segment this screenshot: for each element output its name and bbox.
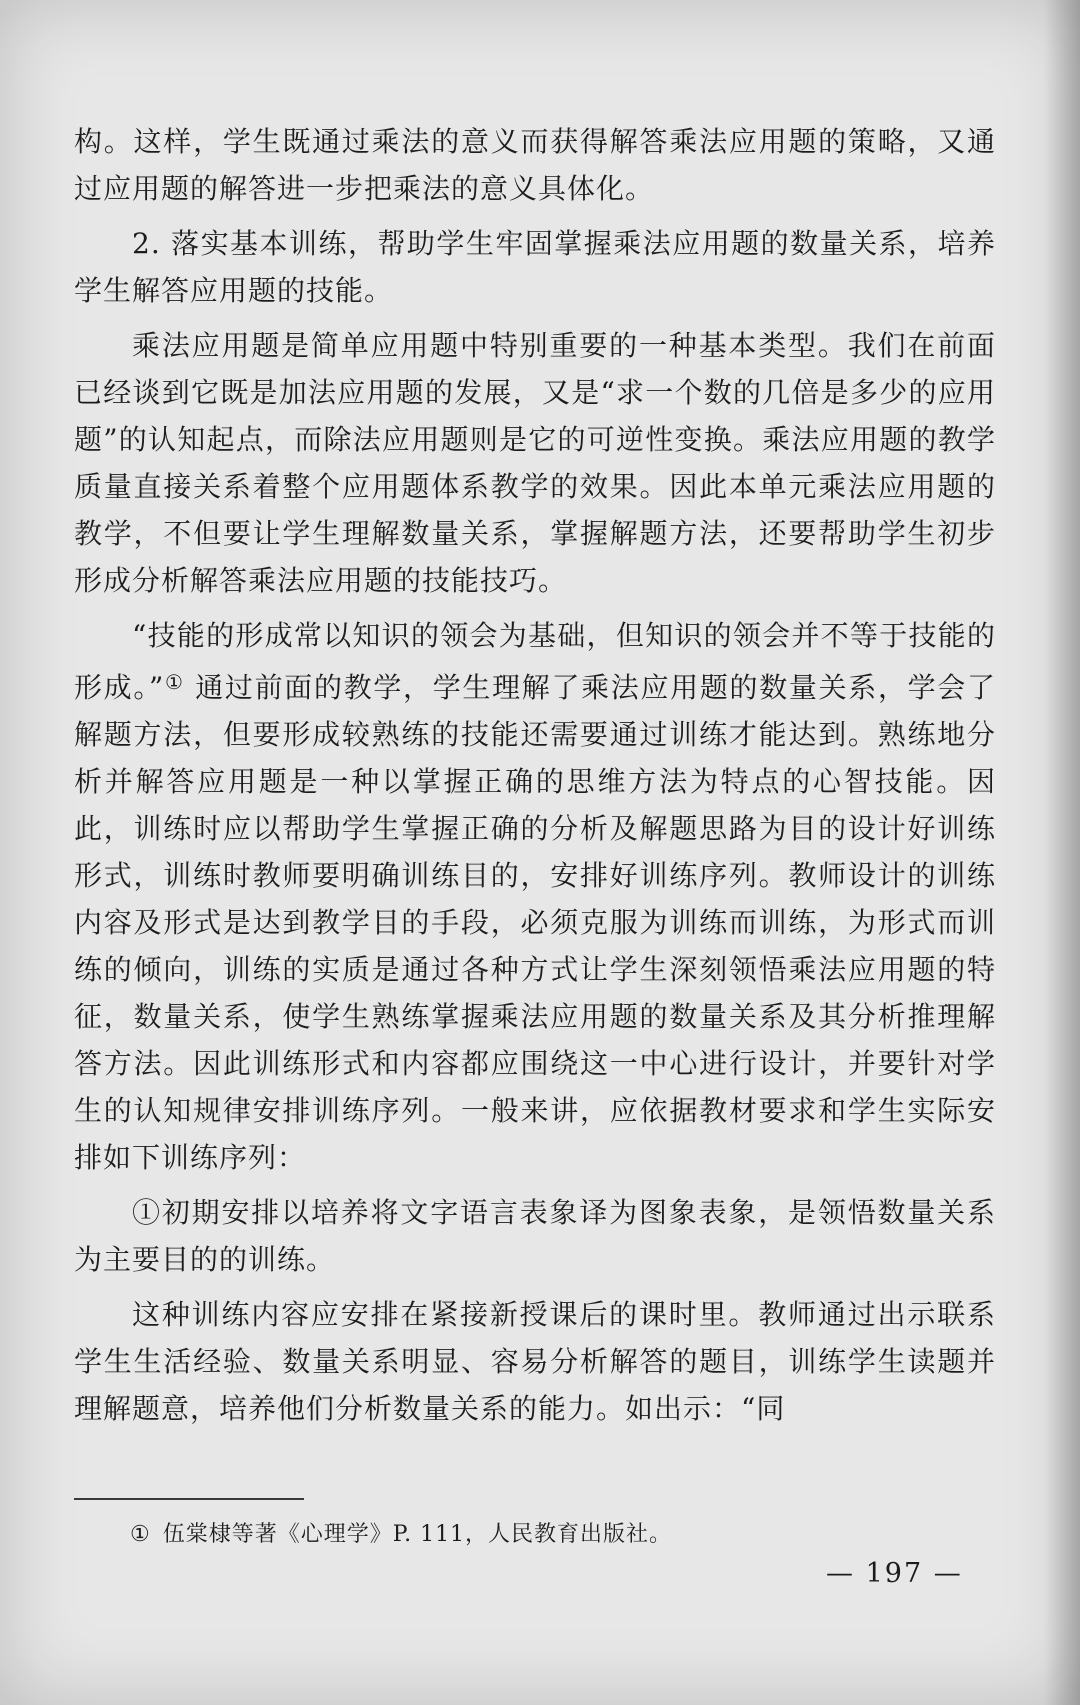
paragraph-5: ①初期安排以培养将文字语言表象译为图象表象，是领悟数量关系为主要目的的训练。 [74,1196,996,1276]
footnote [130,1518,930,1552]
page-number: — 197 — [826,1558,963,1589]
page-edge-shadow [1044,0,1080,1705]
body-text [74,118,996,1440]
paragraph-3: 乘法应用题是简单应用题中特别重要的一种基本类型。我们在前面已经谈到它既是加法应用题的发展，又是“求一个数的几倍是多少的应用题”的认知起点，而除法应用题则是它的可逆性变换。乘法应用题的教学质量直接关系着整个应用题体系教学的效果。因此本单元乘法应用题的教学，不但要让学生理解数量关系，掌握解题方法，还要帮助学生初步形成分析解答乘法应用题的技能技巧。 [74,329,996,597]
paragraph-6: 这种训练内容应安排在紧接新授课后的课时里。教师通过出示联系学生生活经验、数量关系明显、容易分析解答的题目，训练学生读题并理解题意，培养他们分析数量关系的能力。如出示：“同 [74,1298,996,1425]
footnote-text: 伍棠棣等著《心理学》P. 111，人民教育出版社。 [162,1522,673,1547]
quote-text: “技能的形成常以知识的领会为基础，但知识的领会并不等于技能的形成。” [74,619,996,704]
paragraph-2: 2. 落实基本训练，帮助学生牢固掌握乘法应用题的数量关系，培养学生解答应用题的技能。 [74,227,996,307]
footnote-reference: ① [164,670,185,694]
paragraph-4 [74,612,996,1181]
paragraph-1: 构。这样，学生既通过乘法的意义而获得解答乘法应用题的策略，又通过应用题的解答进一步把乘法的意义具体化。 [74,125,996,205]
paragraph-4-body: 通过前面的教学，学生理解了乘法应用题的数量关系，学会了解题方法，但要形成较熟练的技能还需要通过训练才能达到。熟练地分析并解答应用题是一种以掌握正确的思维方法为特点的心智技能。因此，训练时应以帮助学生掌握正确的分析及解题思路为目的设计好训练形式，训练时教师要明确训练目的，安排好训练序列。教师设计的训练内容及形式是达到教学目的手段，必须克服为训练而训练，为形式而训练的倾向，训练的实质是通过各种方式让学生深刻领悟乘法应用题的特征，数量关系，使学生熟练掌握乘法应用题的数量关系及其分析推理解答方法。因此训练形式和内容都应围绕这一中心进行设计，并要针对学生的认知规律安排训练序列。一般来讲，应依据教材要求和学生实际安排如下训练序列： [74,671,996,1174]
footnote-mark: ① [130,1522,151,1547]
footnote-divider [74,1498,304,1500]
